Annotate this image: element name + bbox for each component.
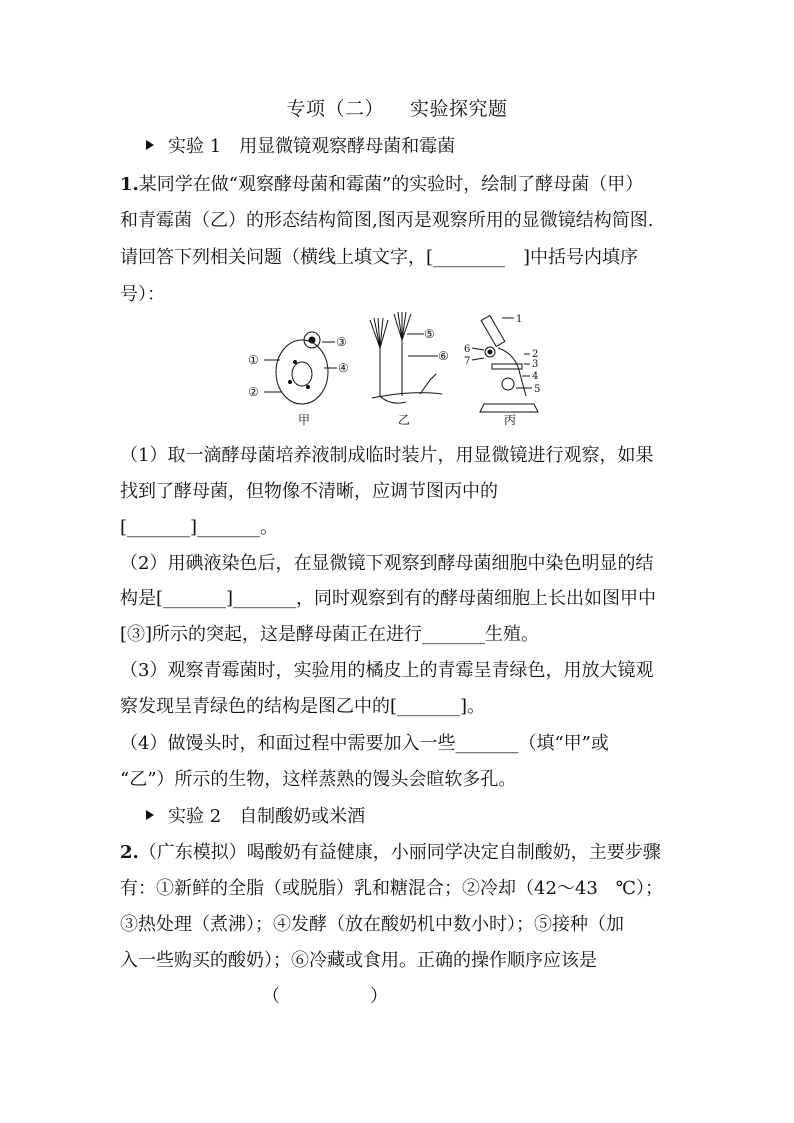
section-label: 实验 2 [168, 806, 222, 827]
page-title [0, 94, 794, 121]
diagram-figure [240, 312, 560, 430]
caption-jia: 甲 [298, 413, 311, 427]
question-number: 1. [120, 174, 139, 195]
q2-line-4: 入一些购买的酸奶）；⑥冷藏或食用。正确的操作顺序应该是 [120, 950, 597, 971]
label-4: ④ [338, 361, 349, 375]
q1-sub2-line-3: [③]所示的突起，这是酵母菌正在进行_______生殖。 [120, 624, 540, 645]
title-part1: 专项（二） [286, 98, 384, 120]
triangle-bullet-icon [146, 140, 154, 150]
q2-line-1 [120, 838, 680, 864]
q2-line-2: 有：①新鲜的全脂（或脱脂）乳和糖混合；②冷却（42～43 ℃）； [120, 878, 663, 899]
label-3: ③ [336, 335, 347, 349]
q1-line-1 [120, 170, 680, 196]
question-number: 2. [120, 842, 139, 863]
label-m3: 3 [532, 359, 539, 370]
label-5: ⑤ [424, 327, 435, 341]
label-m4: 4 [532, 371, 539, 382]
q1-sub4-line-1: （4）做馒头时，和面过程中需要加入一些_______（填“甲”或 [120, 733, 609, 754]
label-m5: 5 [534, 384, 541, 395]
label-m6: 6 [464, 344, 471, 355]
q2-line-3: ③热处理（煮沸）；④发酵（放在酸奶机中数小时）；⑤接种（加 [120, 914, 624, 935]
q2-answer-blank: （ ） [262, 986, 388, 1007]
section-text: 自制酸奶或米酒 [239, 806, 366, 827]
q1-line-4: 号）： [120, 284, 165, 305]
mold-diagram [370, 312, 442, 403]
label-2: ② [248, 385, 259, 399]
label-m7: 7 [464, 356, 471, 367]
section-heading-exp1 [146, 132, 455, 158]
section-label: 实验 1 [168, 136, 222, 157]
caption-yi: 乙 [398, 413, 411, 427]
yeast-diagram [264, 332, 337, 404]
label-m1: 1 [516, 314, 523, 325]
triangle-bullet-icon [146, 810, 154, 820]
q1-sub4-line-2: “乙”）所示的生物，这样蒸熟的馒头会暄软多孔。 [120, 769, 517, 790]
q1-line-2: 和青霉菌（乙）的形态结构简图,图丙是观察所用的显微镜结构简图. [120, 210, 654, 231]
section-heading-exp2 [146, 802, 365, 828]
section-text: 用显微镜观察酵母菌和霉菌 [239, 136, 456, 157]
q1-sub3-line-1: （3）观察青霉菌时，实验用的橘皮上的青霉呈青绿色，用放大镜观 [120, 660, 654, 681]
q1-sub1-line-3: [_______]_______。 [120, 517, 279, 538]
microscope-diagram [472, 316, 541, 412]
title-part2: 实验探究题 [410, 98, 508, 120]
q1-sub3-line-2: 察发现呈青绿色的结构是图乙中的[_______]。 [120, 696, 486, 717]
label-m2: 2 [532, 349, 539, 360]
label-1: ① [248, 353, 259, 367]
q1-sub1-line-2: 找到了酵母菌，但物像不清晰，应调节图丙中的 [120, 481, 498, 502]
label-6: ⑥ [438, 349, 449, 363]
q1-line-3: 请回答下列相关问题（横线上填文字，[________ ]中括号内填序 [120, 247, 639, 268]
caption-bing: 丙 [504, 413, 517, 427]
q1-sub1-line-1: （1）取一滴酵母菌培养液制成临时装片，用显微镜进行观察，如果 [120, 445, 654, 466]
q1-sub2-line-1: （2）用碘液染色后，在显微镜下观察到酵母菌细胞中染色明显的结 [120, 553, 654, 574]
q2-text: （广东模拟）喝酸奶有益健康，小丽同学决定自制酸奶，主要步骤 [138, 842, 661, 863]
q1-text: 某同学在做“观察酵母菌和霉菌”的实验时，绘制了酵母菌（甲） [138, 174, 644, 195]
q1-sub2-line-2: 构是[_______]_______，同时观察到有的酵母菌细胞上长出如图甲中 [120, 588, 657, 609]
